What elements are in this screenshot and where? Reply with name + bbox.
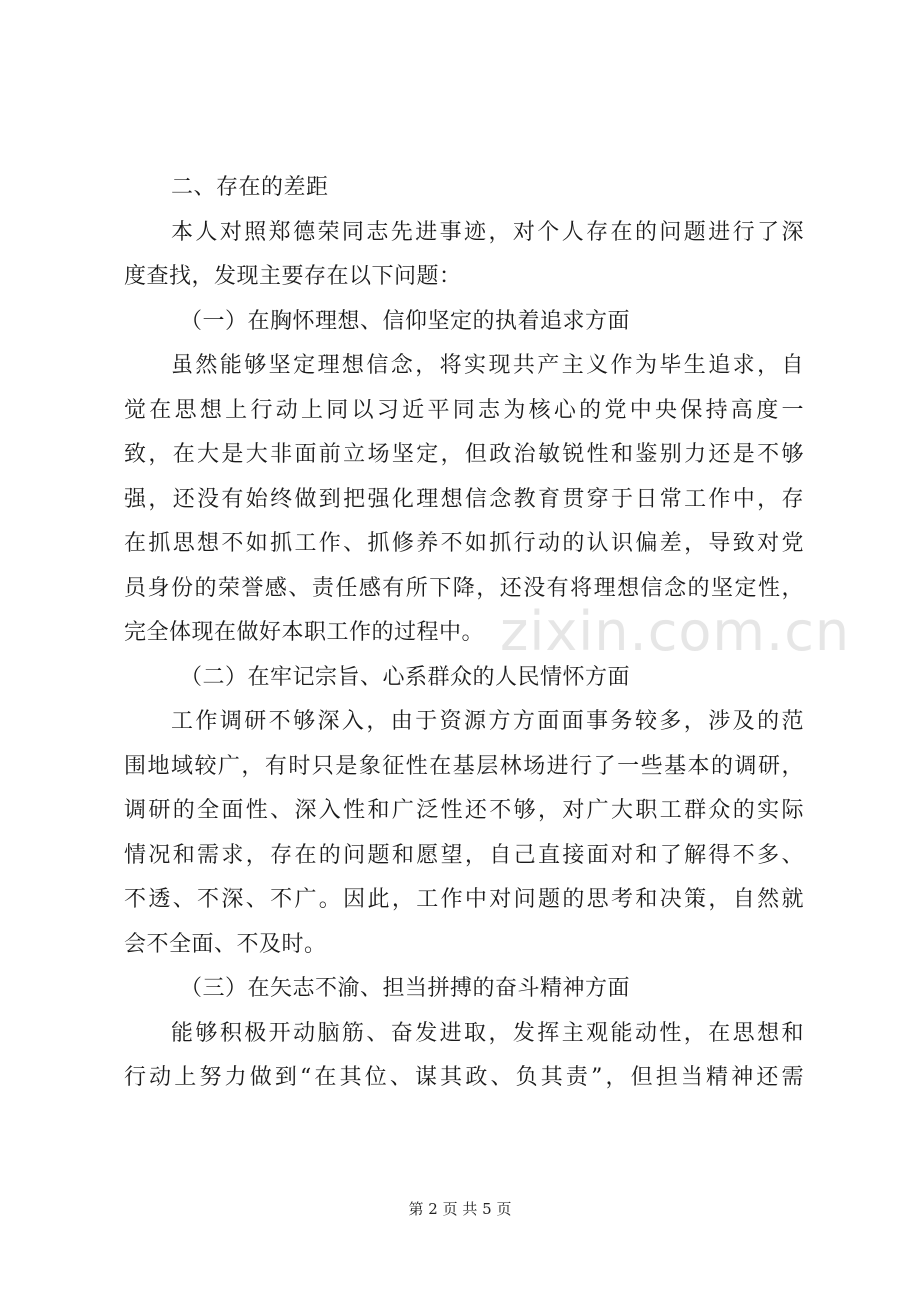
watermark: zixin.com.cn: [500, 600, 851, 663]
text-line: 完全体现在做好本职工作的过程中。: [124, 620, 485, 645]
text-line: 觉在思想上行动上同以习近平同志为核心的党中央保持高度一: [124, 397, 804, 423]
text-line: 致，在大是大非面前立场坚定，但政治敏锐性和鉴别力还是不够: [124, 442, 804, 467]
text-line: 二、存在的差距: [171, 175, 329, 200]
text-line: 不透、不深、不广。因此，工作中对问题的思考和决策，自然就: [124, 887, 804, 912]
text-line: 会不全面、不及时。: [124, 931, 327, 957]
text-line: 行动上努力做到“在其位、谋其政、负其责”，但担当精神还需: [124, 1065, 804, 1090]
text-line: 情况和需求，存在的问题和愿望，自己直接面对和了解得不多、: [124, 842, 804, 868]
text-line: 能够积极开动脑筋、奋发进取，发挥主观能动性，在思想和: [171, 1020, 804, 1046]
text-line: （三）在矢志不渝、担当拼搏的奋斗精神方面: [180, 976, 631, 1001]
text-line: 本人对照郑德荣同志先进事迹，对个人存在的问题进行了深: [171, 219, 804, 245]
text-line: 工作调研不够深入，由于资源方方面面事务较多，涉及的范: [171, 709, 804, 734]
page-footer: 第 2 页 共 5 页: [408, 1200, 512, 1218]
text-line: 员身份的荣誉感、责任感有所下降，还没有将理想信念的坚定性，: [124, 575, 804, 601]
text-line: 度查找，发现主要存在以下问题：: [124, 264, 462, 289]
text-line: 强，还没有始终做到把强化理想信念教育贯穿于日常工作中，存: [124, 486, 804, 512]
text-line: 调研的全面性、深入性和广泛性还不够，对广大职工群众的实际: [124, 798, 804, 823]
text-line: （二）在牢记宗旨、心系群众的人民情怀方面: [180, 664, 631, 690]
text-line: 虽然能够坚定理想信念，将实现共产主义作为毕生追求，自: [171, 353, 804, 378]
text-line: 围地域较广，有时只是象征性在基层林场进行了一些基本的调研，: [124, 753, 804, 779]
document-body: [124, 166, 804, 1101]
text-line: 在抓思想不如抓工作、抓修养不如抓行动的认识偏差，导致对党: [124, 531, 804, 556]
text-line: （一）在胸怀理想、信仰坚定的执着追求方面: [180, 308, 631, 334]
